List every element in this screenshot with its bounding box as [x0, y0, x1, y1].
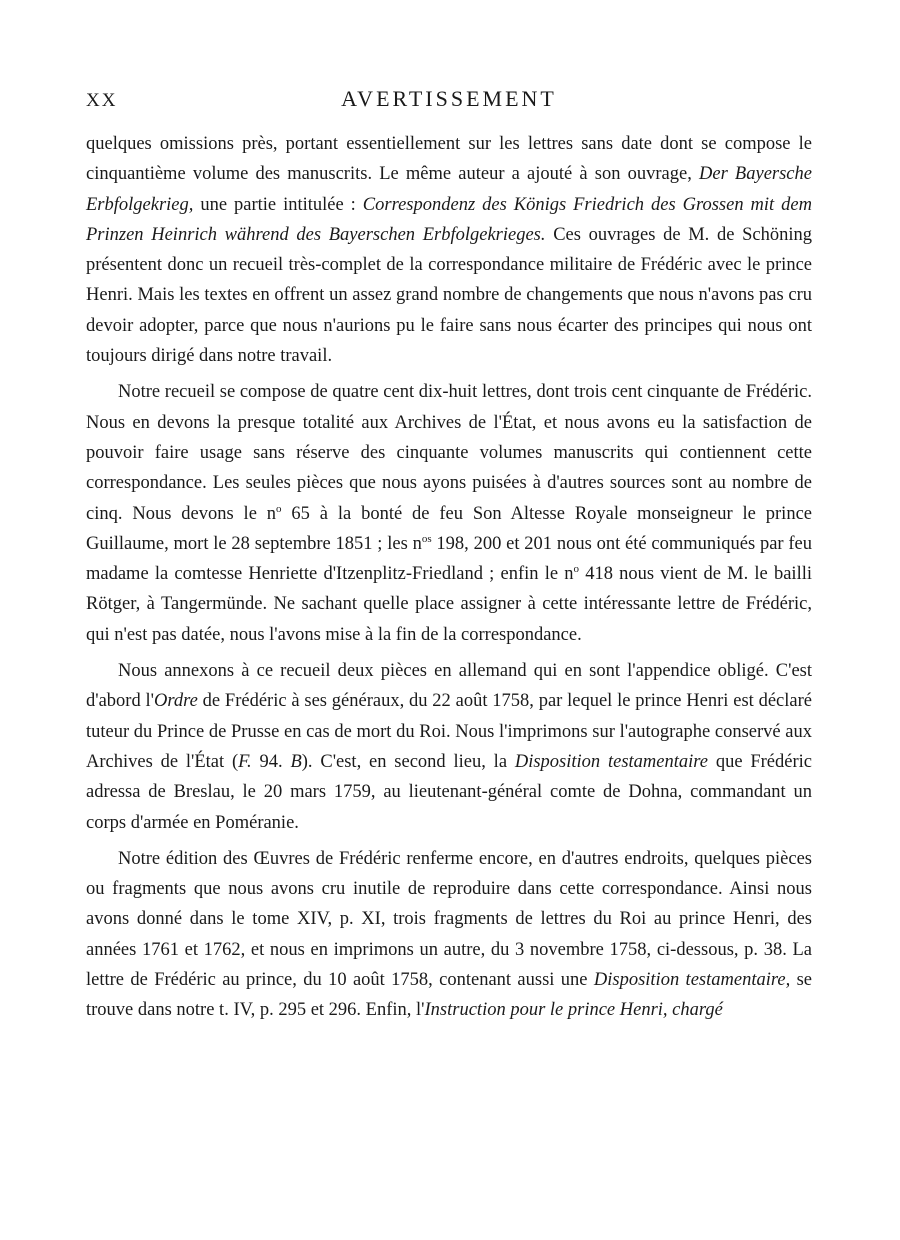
running-head: [86, 86, 812, 116]
text-run: 418 nous vient de M. le bailli Rötger, à Tangermünde. Ne sachant quelle place assigner à cette intéressante lettre de Frédéric, qui n'est pas datée, nous l'avons mise à la fin de la correspondance.: [86, 564, 812, 645]
italic-text: Instruction pour le prince Henri, chargé: [424, 1000, 723, 1021]
text-run: Notre recueil se compose de quatre cent dix-huit lettres, dont trois cent cinquante de Frédéric. Nous en devons la presque totalité aux Archives de l'État, et nous avons eu la satisfaction de pouvoir faire usage sans réserve des cinquante volumes manuscrits qui contiennent cette correspondance. Les seules pièces que nous ayons puisées à d'autres sources sont au nombre de cinq. Nous devons le n: [86, 382, 812, 524]
text-run: 94.: [251, 751, 291, 772]
text-run: se trouve dans notre t. IV, p. 295 et 296. Enfin, l': [86, 970, 812, 1021]
text-run: quelques omissions près, portant essentiellement sur les lettres sans date dont se compose le cinquantième volume des manuscrits. Le même auteur a ajouté à son ouvrage,: [86, 134, 812, 185]
paragraph: [86, 129, 812, 371]
text-run: Ces ouvrages de M. de Schöning présentent donc un recueil très-complet de la correspondance militaire de Frédéric avec le prince Henri. Mais les textes en offrent un assez grand nombre de changements que nous n'avons pas cru devoir adopter, parce que nous n'aurions pu le faire sans nous écarter des principes qui nous ont toujours dirigé dans notre travail.: [86, 224, 813, 367]
body-text: [86, 129, 812, 1032]
italic-text: Ordre: [153, 691, 198, 712]
text-run: de Frédéric à ses généraux, du 22 août 1758, par lequel le prince Henri est déclaré tuteur du Prince de Prusse en cas de mort du Roi. Nous l'imprimons sur l'autographe conservé aux Archives de l'État (: [86, 691, 812, 772]
italic-text: Correspondenz des Königs Friedrich des Grossen mit dem Prinzen Heinrich während des Bayerschen Erbfolgekrieges.: [86, 194, 812, 245]
italic-text: Der Bayersche Erbfolgekrieg,: [86, 164, 812, 215]
italic-text: Disposition testamentaire: [514, 751, 708, 772]
page-number: XX: [86, 90, 118, 111]
italic-text: F.: [238, 751, 252, 772]
page-title: AVERTISSEMENT: [341, 86, 557, 111]
superscript: os: [421, 532, 432, 545]
text-run: ). C'est, en second lieu, la: [301, 751, 515, 772]
text-run: Nous annexons à ce recueil deux pièces en allemand qui en sont l'appendice obligé. C'est d'abord l': [86, 661, 812, 712]
text-run: une partie intitulée :: [193, 194, 363, 215]
paragraph: [86, 656, 812, 838]
superscript: o: [573, 563, 579, 575]
italic-text: B: [290, 751, 302, 772]
text-run: 65 à la bonté de feu Son Altesse Royale monseigneur le prince Guillaume, mort le 28 septembre 1851 ; les n: [86, 503, 812, 554]
italic-text: Disposition testamentaire,: [593, 970, 791, 991]
superscript: o: [276, 502, 282, 515]
text-run: que Frédéric adressa de Breslau, le 20 mars 1759, au lieutenant-général comte de Dohna, commandant un corps d'armée en Poméranie.: [86, 751, 812, 833]
text-run: 198, 200 et 201 nous ont été communiqués par feu madame la comtesse Henriette d'Itzenplitz-Friedland ; enfin le n: [86, 533, 812, 585]
paragraph: [86, 377, 812, 650]
text-run: Notre édition des Œuvres de Frédéric renferme encore, en d'autres endroits, quelques pièces ou fragments que nous avons cru inutile de reproduire dans cette correspondance. Ainsi nous avons donné dans le tome XIV, p. XI, trois fragments de lettres du Roi au prince Henri, des années 1761 et 1762, et nous en imprimons un autre, du 3 novembre 1758, ci-dessous, p. 38. La lettre de Frédéric au prince, du 10 août 1758, contenant aussi une: [86, 848, 812, 991]
paragraph: [86, 844, 812, 1026]
